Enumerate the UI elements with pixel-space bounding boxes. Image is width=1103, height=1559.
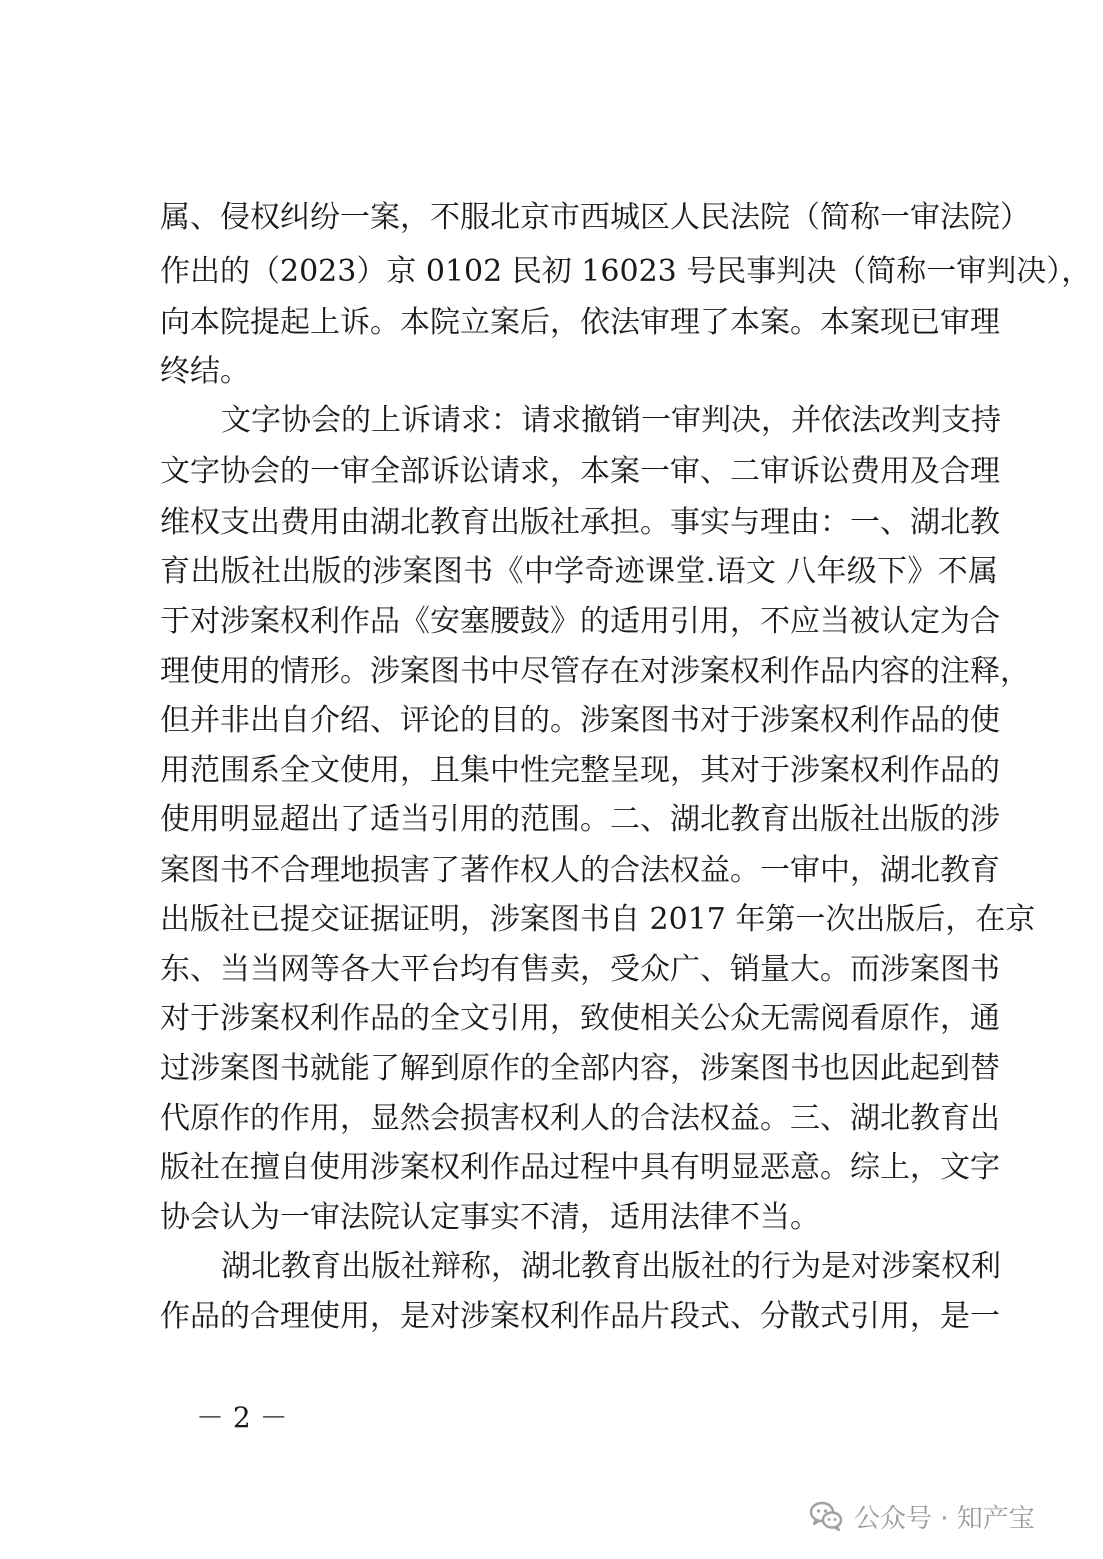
text-line: 属、侵权纠纷一案，不服北京市西城区人民法院（简称一审法院） <box>160 200 1030 235</box>
text-line: 过涉案图书就能了解到原作的全部内容，涉案图书也因此起到替 <box>160 1051 1000 1086</box>
text-line: 协会认为一审法院认定事实不清，适用法律不当。 <box>160 1200 820 1235</box>
text-line: 版社在擅自使用涉案权利作品过程中具有明显恶意。综上，文字 <box>160 1150 1000 1185</box>
text-line: 用范围系全文使用，且集中性完整呈现，其对于涉案权利作品的 <box>160 753 1000 788</box>
page-number: － 2 － <box>196 1401 288 1434</box>
watermark <box>808 1494 1035 1538</box>
paragraph-first-line: 湖北教育出版社辩称，湖北教育出版社的行为是对涉案权利 <box>221 1249 1001 1284</box>
wechat-icon <box>808 1498 844 1534</box>
paragraph-first-line: 文字协会的上诉请求：请求撤销一审判决，并依法改判支持 <box>221 403 1001 438</box>
text-line: 作出的（2023）京 0102 民初 16023 号民事判决（简称一审判决）， <box>160 254 1092 289</box>
text-line: 代原作的作用，显然会损害权利人的合法权益。三、湖北教育出 <box>160 1101 1000 1136</box>
text-line: 但并非出自介绍、评论的目的。涉案图书对于涉案权利作品的使 <box>160 703 1000 738</box>
text-line: 于对涉案权利作品《安塞腰鼓》的适用引用，不应当被认定为合 <box>160 604 1000 639</box>
text-line: 对于涉案权利作品的全文引用，致使相关公众无需阅看原作，通 <box>160 1001 1000 1036</box>
text-line: 理使用的情形。涉案图书中尽管存在对涉案权利作品内容的注释， <box>160 654 1030 689</box>
text-line: 案图书不合理地损害了著作权人的合法权益。一审中，湖北教育 <box>160 853 1000 888</box>
text-line: 出版社已提交证据证明，涉案图书自 2017 年第一次出版后，在京 <box>160 902 1036 937</box>
text-line: 维权支出费用由湖北教育出版社承担。事实与理由：一、湖北教 <box>160 505 1000 540</box>
text-line: 育出版社出版的涉案图书《中学奇迹课堂.语文 八年级下》不属 <box>160 554 998 589</box>
text-line: 作品的合理使用，是对涉案权利作品片段式、分散式引用，是一 <box>160 1299 1000 1334</box>
text-line: 向本院提起上诉。本院立案后，依法审理了本案。本案现已审理 <box>160 305 1000 340</box>
text-line: 终结。 <box>160 354 250 389</box>
text-line: 东、当当网等各大平台均有售卖，受众广、销量大。而涉案图书 <box>160 952 1000 987</box>
text-line: 使用明显超出了适当引用的范围。二、湖北教育出版社出版的涉 <box>160 802 1000 837</box>
watermark-text: 公众号 · 知产宝 <box>854 1503 1035 1534</box>
text-line: 文字协会的一审全部诉讼请求，本案一审、二审诉讼费用及合理 <box>160 454 1000 489</box>
